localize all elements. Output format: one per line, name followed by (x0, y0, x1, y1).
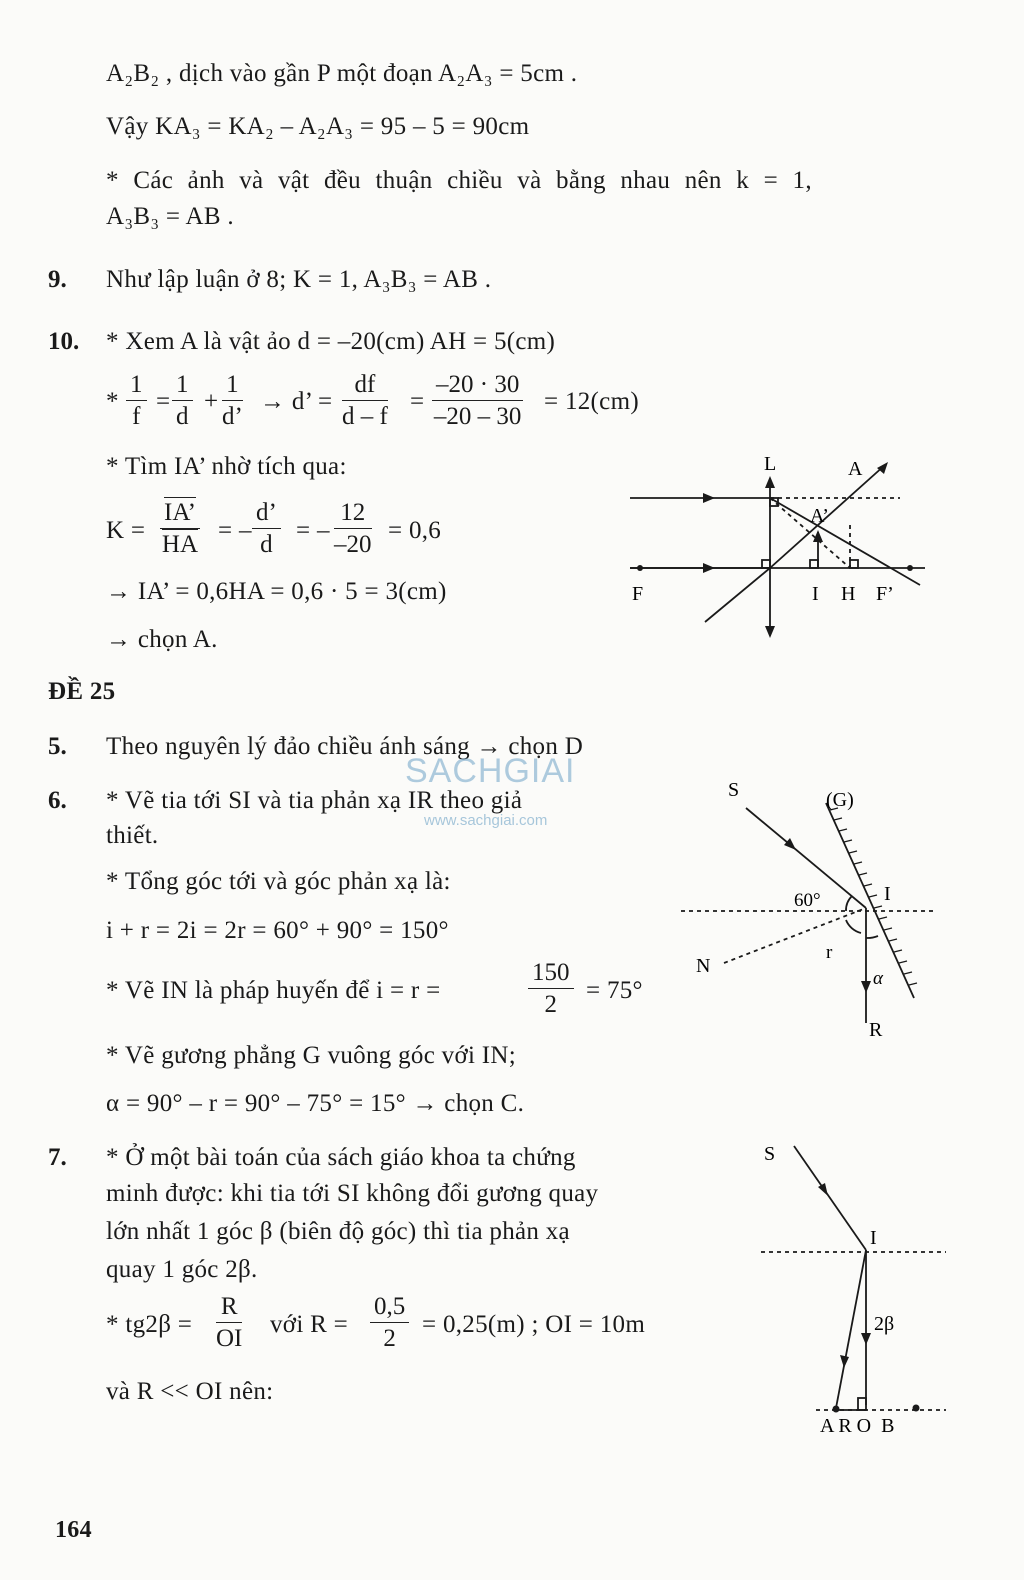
question-6-line-a: * Vẽ tia tới SI và tia phản xạ IR theo giả (106, 787, 523, 814)
fraction-df: $\frac{df}{d - f}$ (342, 371, 388, 430)
label-R: R (869, 1019, 883, 1041)
formula-star: * (106, 388, 119, 415)
question-10-line-c: * Tìm IA’ nhờ tích qua: (106, 453, 347, 480)
question-6-line-b: thiết. (106, 822, 159, 849)
question-7-line-d: quay 1 góc 2β. (106, 1256, 258, 1283)
question-10-line-e: → chọn A. (106, 626, 218, 653)
fraction-150-2: $\frac{150}{2}$ (528, 958, 574, 1021)
question-6-result: = 75° (586, 977, 643, 1004)
question-9-number: 9. (48, 266, 67, 293)
equals-minus: = – (218, 517, 252, 544)
label-A: A (848, 458, 863, 480)
label-60-deg: 60° (794, 890, 821, 911)
lens-ray-diagram (620, 450, 940, 640)
question-7-line-f: và R << OI nên: (106, 1378, 274, 1405)
fraction-dprime-d: $\frac{d’}{d}$ (252, 498, 281, 561)
text-line-2: Vậy KA₃ = KA₂ – A₂A₃ = 95 – 5 = 90cm (106, 113, 530, 140)
k-label: K = (106, 517, 146, 544)
label-F: F (632, 583, 644, 605)
section-heading-de-25: ĐỀ 25 (48, 678, 116, 705)
question-10-number: 10. (48, 328, 80, 355)
label-alpha: α (873, 968, 883, 989)
formula-result: = 12(cm) (544, 388, 639, 415)
r-label: với R = (270, 1311, 349, 1338)
fraction-1-dprime: $\frac{1}{d’}$ (222, 371, 243, 430)
label-I: I (870, 1227, 877, 1249)
label-G: (G) (826, 789, 854, 811)
question-5-number: 5. (48, 733, 67, 760)
question-6-line-d: i + r = 2i = 2r = 60° + 90° = 150° (106, 917, 449, 944)
label-I: I (812, 583, 819, 605)
fraction-12-20: $\frac{12}{-20}$ (334, 499, 372, 558)
question-6-line-f: * Vẽ gương phẳng G vuông góc với IN; (106, 1042, 517, 1069)
label-N: N (696, 955, 711, 977)
tg-label: * tg2β = (106, 1311, 193, 1338)
watermark-brand: SACHGIAI (405, 752, 576, 790)
question-6-line-g: α = 90° – r = 90° – 75° = 15° → chọn C. (106, 1090, 525, 1117)
text-line-4: A₃B₃ = AB . (106, 203, 234, 230)
question-7-line-b: minh được: khi tia tới SI không đổi gương quay (106, 1180, 599, 1207)
question-9-text: Như lập luận ở 8; K = 1, A₃B₃ = AB . (106, 266, 492, 293)
question-7-line-a: * Ở một bài toán của sách giáo khoa ta chứng (106, 1144, 576, 1171)
rotating-mirror-diagram (756, 1130, 956, 1440)
fraction-R-OI: $\frac{R}{OI}$ (216, 1293, 243, 1352)
k-result: = 0,6 (388, 517, 442, 544)
mirror-reflection-diagram (676, 768, 946, 1048)
label-S: S (764, 1143, 776, 1165)
question-6-line-c: * Tổng góc tới và góc phản xạ là: (106, 868, 451, 895)
plus-sign: + (204, 388, 219, 415)
fraction-ia-ha: $\frac{IA’}{HA}$ (161, 499, 199, 558)
question-6-line-e: * Vẽ IN là pháp huyến để i = r = (106, 977, 441, 1004)
label-H: H (841, 583, 856, 605)
label-r: r (826, 942, 833, 963)
question-10-line-a: * Xem A là vật ảo d = –20(cm) AH = 5(cm) (106, 328, 556, 355)
text-line-3: * Các ảnh và vật đều thuận chiều và bằng nhau nên k = 1, (106, 167, 812, 194)
r-result: = 0,25(m) ; OI = 10m (422, 1311, 646, 1338)
question-6-number: 6. (48, 787, 67, 814)
label-S: S (728, 779, 740, 801)
fraction-1-d: $\frac{1}{d}$ (172, 370, 193, 433)
watermark-url: www.sachgiai.com (424, 812, 548, 829)
label-L: L (764, 453, 777, 475)
fraction-1-f: $\frac{1}{f}$ (126, 370, 147, 433)
question-10-line-d: → IA’ = 0,6HA = 0,6 · 5 = 3(cm) (106, 578, 447, 605)
question-7-line-c: lớn nhất 1 góc β (biên độ góc) thì tia phản xạ (106, 1218, 570, 1245)
equals-sign-2: = (410, 388, 425, 415)
dprime-label: → d’ = (260, 388, 333, 415)
label-I: I (884, 883, 891, 905)
question-5-text: Theo nguyên lý đảo chiều ánh sáng → chọn D (106, 733, 584, 760)
question-7-number: 7. (48, 1144, 67, 1171)
equals-minus-2: = – (296, 517, 330, 544)
text-line-1: A₂B₂ , dịch vào gần P một đoạn A₂A₃ = 5cm . (106, 60, 578, 87)
label-ARO-B: A R O B (820, 1415, 895, 1437)
label-A-prime: A’ (810, 505, 829, 527)
fraction-05-2: $\frac{0,5}{2}$ (370, 1292, 409, 1355)
page-number: 164 (55, 1517, 92, 1543)
label-F-prime: F’ (876, 583, 894, 605)
fraction-numeric: $\frac{-20 \cdot 30}{-20 - 30}$ (433, 371, 522, 430)
label-2-beta: 2β (874, 1313, 895, 1335)
equals-sign: = (156, 388, 171, 415)
